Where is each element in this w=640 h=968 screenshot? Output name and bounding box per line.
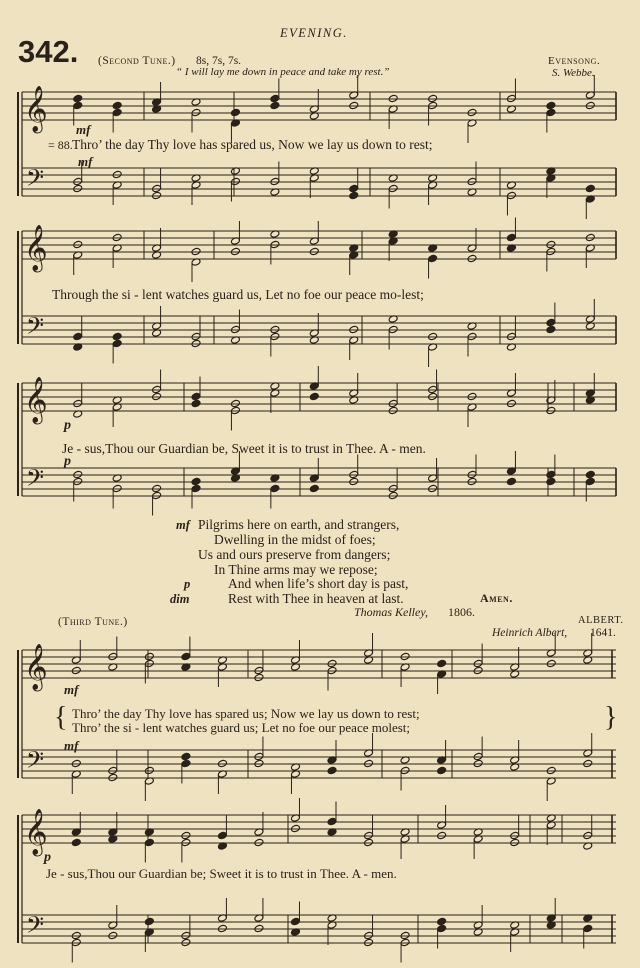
verse-line: Dwelling in the midst of foes; [214,532,376,547]
note-head [254,752,264,760]
note-head [230,406,240,414]
lyrics-line-1: Thro’ the day Thy love has spared us, Now we lay us down to rest; [72,137,433,152]
tune-name: Evensong. [548,55,601,67]
note-head [108,931,118,939]
third-lyrics-line-1b: Thro’ the si - lent watches guard us; Let no foe our peace molest; [72,720,411,735]
note-head [112,484,122,492]
note-head [428,484,438,492]
note-head [270,101,280,109]
note-head [291,917,301,925]
note-head [506,94,516,102]
third-lyrics-line-1a: Thro’ the day Thy love has spared us; Now we lay us down to rest; [72,706,420,721]
note-head [254,759,264,767]
note-head [506,399,516,407]
note-head [217,831,227,839]
epigraph: “ I will lay me down in peace and take my rest.” [176,66,390,78]
note-head [73,332,83,340]
note-head [152,191,162,199]
note-head [349,477,359,485]
note-head [144,838,154,846]
note-head [428,385,438,393]
note-head [400,766,410,774]
note-head [364,838,374,846]
note-head [71,759,81,767]
note-head [585,101,595,109]
note-head [467,392,477,400]
third-dynamic-mf-bass: mf [64,738,79,753]
note-head [71,938,81,946]
note-head [546,247,556,255]
note-head [73,399,83,407]
note-head [400,938,410,946]
verse-author: Thomas Kelley, [354,605,428,619]
note-head [254,924,264,932]
note-head [73,477,83,485]
third-tune-label: (Third Tune.) [58,616,128,628]
note-head [270,177,280,185]
note-head [152,484,162,492]
note-head [349,325,359,333]
note-head [327,666,337,674]
bass-clef: 𝄢 [26,164,45,197]
third-dynamic-p: p [44,850,51,865]
note-head [585,184,595,192]
note-head [473,659,483,667]
note-head [73,240,83,248]
note-head [546,659,556,667]
verse-line: In Thine arms may we repose; [214,562,378,577]
note-head [191,332,201,340]
note-head [546,325,556,333]
third-tune-name: ALBERT. [578,615,624,626]
note-head [181,938,191,946]
note-head [467,477,477,485]
note-head [291,824,301,832]
note-head [428,392,438,400]
note-head [270,484,280,492]
note-head [428,94,438,102]
third-dynamic-mf: mf [64,682,79,697]
note-head [510,831,520,839]
note-head [546,108,556,116]
note-head [327,817,337,825]
note-head [152,392,162,400]
lyrics-line-2: Through the si - lent watches guard us, Let no foe our peace mo-lest; [52,287,424,302]
note-head [191,108,201,116]
note-head [230,399,240,407]
lyrics-brace: { [54,702,68,733]
note-head [152,385,162,393]
note-head [71,931,81,939]
note-head [400,931,410,939]
verse-dyn: p [184,577,191,591]
note-head [181,931,191,939]
note-head [309,484,319,492]
note-head [73,470,83,478]
note-head [506,191,516,199]
note-head [230,177,240,185]
note-head [181,652,191,660]
note-head [254,673,264,681]
note-head [144,652,154,660]
note-head [191,484,201,492]
note-head [108,766,118,774]
note-head [546,406,556,414]
second-tune-label: (Second Tune.) [98,55,176,67]
note-head [71,838,81,846]
bass-clef: 𝄢 [26,312,45,345]
note-head [230,325,240,333]
note-head [349,470,359,478]
note-head [270,325,280,333]
note-head [437,917,447,925]
note-head [112,332,122,340]
note-head [71,666,81,674]
hymn-number: 342. [18,34,79,69]
note-head [181,831,191,839]
note-head [546,766,556,774]
meter: 8s, 7s, 7s. [196,55,242,67]
note-head [108,773,118,781]
third-tune-composer: Heinrich Albert, [492,627,568,639]
note-head [506,233,516,241]
page-header: EVENING. [280,26,348,40]
note-head [428,332,438,340]
dynamic-p: p [64,418,71,433]
note-head [583,831,593,839]
tempo-mark: = 88. [48,138,73,152]
dynamic-mf: mf [76,122,91,137]
note-head [510,838,520,846]
dynamic-mf-bass: mf [78,154,93,169]
note-head [583,759,593,767]
note-head [364,931,374,939]
note-head [112,233,122,241]
note-head [349,184,359,192]
note-head [73,101,83,109]
note-head [191,399,201,407]
note-head [191,247,201,255]
note-head [181,838,191,846]
note-head [112,170,122,178]
note-head [546,240,556,248]
note-head [230,247,240,255]
note-head [364,759,374,767]
treble-clef: 𝄞 [24,644,48,690]
third-tune-year: 1641. [590,627,616,639]
note-head [428,101,438,109]
note-head [467,177,477,185]
verse-year: 1806. [448,605,475,619]
composer: S. Webbe. [552,67,595,79]
note-head [73,94,83,102]
note-head [473,666,483,674]
note-head [546,318,556,326]
bass-clef: 𝄢 [26,746,45,779]
note-head [388,491,398,499]
note-head [388,406,398,414]
note-head [270,240,280,248]
note-head [309,247,319,255]
note-head [583,924,593,932]
note-head [506,477,516,485]
note-head [270,332,280,340]
note-head [181,759,191,767]
note-head [144,766,154,774]
note-head [230,108,240,116]
note-head [254,666,264,674]
note-head [73,177,83,185]
note-head [437,924,447,932]
note-head [467,332,477,340]
verse-line: And when life’s short day is past, [228,576,409,591]
verse-line: Pilgrims here on earth, and strangers, [198,517,400,532]
note-head [437,766,447,774]
note-head [388,94,398,102]
note-head [364,938,374,946]
note-head [144,917,154,925]
note-head [585,477,595,485]
note-head [585,233,595,241]
note-head [437,831,447,839]
treble-clef: 𝄞 [24,225,48,271]
note-head [585,470,595,478]
note-head [546,101,556,109]
note-head [108,652,118,660]
note-head [112,101,122,109]
note-head [364,831,374,839]
note-head [506,332,516,340]
treble-clef: 𝄞 [24,86,48,132]
lyrics-line-3: Je - sus,Thou our Guardian be, Sweet it is to trust in Thee. A - men. [62,441,426,456]
note-head [191,477,201,485]
note-head [388,484,398,492]
treble-clef: 𝄞 [24,809,48,855]
note-head [152,184,162,192]
bass-clef: 𝄢 [26,464,45,497]
note-head [191,392,201,400]
treble-clef: 𝄞 [24,377,48,423]
note-head [388,325,398,333]
note-head [400,652,410,660]
note-head [467,108,477,116]
note-head [428,254,438,262]
note-head [467,470,477,478]
third-lyrics-line-2: Je - sus,Thou our Guardian be; Sweet it is to trust in Thee. A - men. [46,866,397,881]
note-head [217,759,227,767]
note-head [349,191,359,199]
note-head [217,924,227,932]
verse-dyn: mf [176,518,190,532]
note-head [152,491,162,499]
verse-dyn: dim [170,592,190,606]
note-head [191,339,201,347]
note-head [309,392,319,400]
note-head [546,477,556,485]
note-head [473,752,483,760]
note-head [270,94,280,102]
note-head [144,659,154,667]
note-head [473,759,483,767]
note-head [467,254,477,262]
note-head [112,108,122,116]
dynamic-p-bass: p [64,454,71,469]
note-head [73,184,83,192]
note-head [546,470,556,478]
note-head [254,838,264,846]
verse-amen: Amen. [480,591,513,605]
lyrics-brace-right: } [604,702,618,733]
note-head [437,659,447,667]
verse-line: Rest with Thee in heaven at last. [228,591,404,606]
note-head [327,766,337,774]
note-head [388,184,398,192]
note-head [181,752,191,760]
verse-line: Us and ours preserve from dangers; [198,547,391,562]
note-head [112,339,122,347]
note-head [349,101,359,109]
note-head [327,659,337,667]
note-head [388,399,398,407]
bass-clef: 𝄢 [26,911,45,944]
